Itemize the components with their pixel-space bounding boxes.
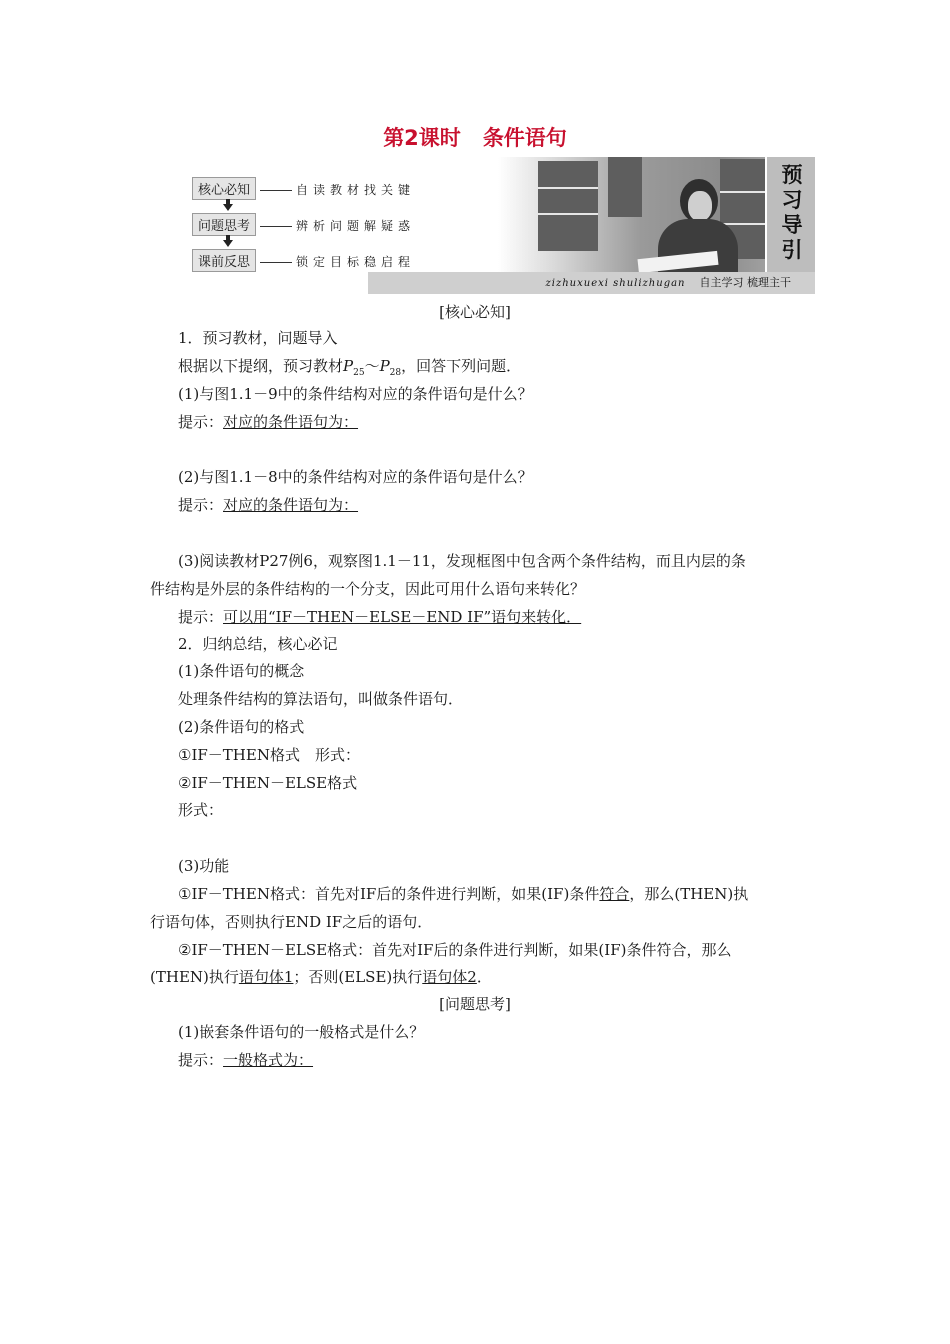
format-if-then: ①IF－THEN格式 形式： — [178, 746, 360, 764]
hint-2: 提示：对应的条件语句为： — [178, 496, 359, 514]
concept-heading: (1)条件语句的概念 — [178, 662, 305, 680]
page-title — [0, 122, 950, 152]
function-1-line1: ①IF－THEN格式：首先对IF后的条件进行判断，如果(IF)条件符合，那么(THEN)执 — [178, 885, 749, 903]
question-3-line1: (3)阅读教材P27例6，观察图1.1－11，发现框图中包含两个条件结构，而且内层的条 — [178, 552, 746, 570]
preview-zone-label: 预 习 导 引 — [765, 157, 815, 272]
banner-slogan: zizhuxuexi shulizhugan 自主学习 梳理主干 — [545, 276, 791, 289]
flow-step-core: 核心必知 自读教材找关键 — [192, 177, 492, 197]
lesson-number: 第2课时 — [383, 126, 461, 150]
lesson-topic: 条件语句 — [482, 126, 567, 150]
section-heading-core: [核心必知] — [439, 303, 511, 321]
format-heading: (2)条件语句的格式 — [178, 718, 305, 736]
section-heading-questions: [问题思考] — [439, 995, 511, 1013]
preview-intro: 根据以下提纲，预习教材$P_{25}\sim P_{28}$，回答下列问题． — [178, 357, 522, 378]
thinking-question-1: (1)嵌套条件语句的一般格式是什么？ — [178, 1023, 425, 1041]
question-3-line2: 件结构是外层的条件结构的一个分支，因此可用什么语句来转化？ — [150, 580, 586, 598]
thinking-hint-1: 提示：一般格式为： — [178, 1051, 314, 1069]
function-heading: (3)功能 — [178, 857, 230, 875]
down-arrow-icon — [223, 204, 233, 211]
question-1: (1)与图1.1－9中的条件结构对应的条件语句是什么？ — [178, 385, 533, 403]
format-if-then-else: ②IF－THEN－ELSE格式 — [178, 774, 358, 792]
question-2: (2)与图1.1－8中的条件结构对应的条件语句是什么？ — [178, 468, 533, 486]
concept-text: 处理条件结构的算法语句，叫做条件语句． — [178, 690, 464, 708]
format-form-label: 形式： — [178, 801, 224, 819]
item-1: 1．预习教材，问题导入 — [178, 329, 338, 347]
down-arrow-icon — [223, 240, 233, 247]
flow-step-question: 问题思考 辨析问题解疑惑 — [192, 213, 492, 233]
function-2-line2: (THEN)执行语句体1；否则(ELSE)执行语句体2． — [150, 968, 492, 986]
flow-step-reflect: 课前反思 锁定目标稳启程 — [192, 249, 492, 269]
hint-3: 提示：可以用“IF－THEN－ELSE－END IF”语句来转化． — [178, 608, 582, 626]
item-2: 2．归纳总结，核心必记 — [178, 635, 338, 653]
function-2-line1: ②IF－THEN－ELSE格式：首先对IF后的条件进行判断，如果(IF)条件符合，那么 — [178, 941, 732, 959]
function-1-line2: 行语句体，否则执行END IF之后的语句． — [150, 913, 433, 931]
hint-1: 提示：对应的条件语句为： — [178, 413, 359, 431]
preview-banner — [168, 157, 815, 294]
